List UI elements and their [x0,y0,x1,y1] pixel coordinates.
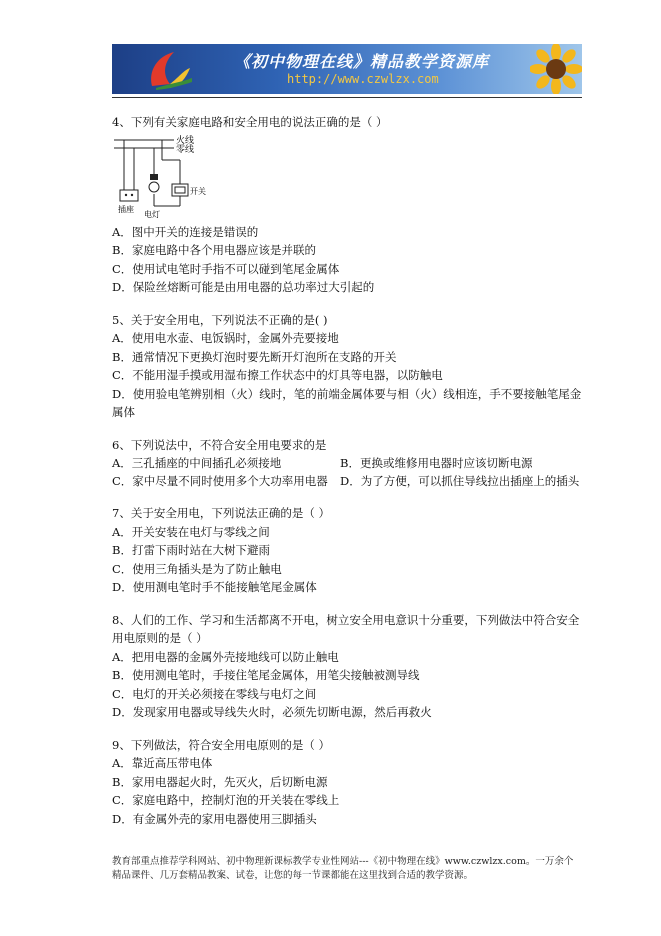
sunflower-icon [530,44,582,94]
question-stem: 4、下列有关家庭电路和安全用电的说法正确的是（ ） [112,115,388,129]
option-c: C．家庭电路中，控制灯泡的开关装在零线上 [112,793,340,807]
option-d: D．有金属外壳的家用电器使用三脚插头 [112,811,317,826]
circuit-diagram [114,134,224,218]
question-stem: 8、人们的工作、学习和生活都离不开电，树立安全用电意识十分重要，下列做法中符合安全用电原则的是（ ） [112,612,580,645]
option-c: C．使用试电笔时手指不可以碰到笔尾金属体 [112,261,340,276]
option-c: C．电灯的开关必须接在零线与电灯之间 [112,686,317,701]
socket-label: 插座 [118,204,134,214]
options-grid [112,454,582,490]
option-c: C．使用三角插头是为了防止触电 [112,561,282,576]
question-stem: 9、下列做法，符合安全用电原则的是（ ） [112,737,330,752]
page-footer: 教育部重点推荐学科网站、初中物理新课标教学专业性网站---《初中物理在线》www.czwlzx.com。一万余个精品课件、几万套精品教案、试卷，让您的每一节课都能在这里找到合适的教学资源。 [112,856,574,881]
site-url[interactable]: http://www.czwlzx.com [287,72,439,86]
option-a: A．使用电水壶、电饭锅时，金属外壳要接地 [112,331,339,345]
option-d: D．保险丝熔断可能是由用电器的总功率过大引起的 [112,280,375,294]
option-b: B．更换或维修用电器时应该切断电源 [340,456,533,470]
question-8 [112,611,582,722]
question-stem: 5、关于安全用电，下列说法不正确的是( ) [112,312,328,327]
document-body [112,113,582,842]
option-d: D．为了方便，可以抓住导线拉出插座上的插头 [340,474,580,488]
neutral-wire-label: 零线 [176,144,195,155]
lamp-label: 电灯 [144,209,160,218]
question-5 [112,311,582,422]
option-d: D．发现家用电器或导线失火时，必须先切断电源，然后再救火 [112,705,432,719]
option-d: D．使用测电笔时手不能接触笔尾金属体 [112,580,317,594]
option-a: A．图中开关的连接是错误的 [112,224,259,239]
question-4 [112,113,582,297]
option-b: B．通常情况下更换灯泡时要先断开灯泡所在支路的开关 [112,349,397,364]
header-banner [112,44,582,94]
option-b: B．使用测电笔时，手接住笔尾金属体，用笔尖接触被测导线 [112,668,420,682]
option-a: A．靠近高压带电体 [112,756,213,770]
option-b: B．家用电器起火时，先灭火，后切断电源 [112,774,328,789]
question-6 [112,436,582,491]
option-c: C．不能用湿手摸或用湿布擦工作状态中的灯具等电器，以防触电 [112,368,443,382]
option-a: A．把用电器的金属外壳接地线可以防止触电 [112,649,339,664]
question-9 [112,736,582,829]
header-divider [112,97,582,98]
switch-label: 开关 [190,186,206,196]
question-7 [112,504,582,597]
question-stem: 7、关于安全用电，下列说法正确的是（ ） [112,506,330,520]
option-c: C．家中尽量不同时使用多个大功率用电器 [112,474,328,488]
logo-icon [144,48,194,90]
live-wire-label: 火线 [176,135,195,146]
option-b: B．打雷下雨时站在大树下避雨 [112,543,270,557]
option-a: A．开关安装在电灯与零线之间 [112,524,270,539]
site-title: 《初中物理在线》精品教学资源库 [234,52,490,71]
option-a: A．三孔插座的中间插孔必须接地 [112,456,282,470]
option-d: D．使用验电笔辨别相（火）线时，笔的前端金属体要与相（火）线相连，手不要接触笔尾金属体 [112,386,582,419]
option-b: B．家庭电路中各个用电器应该是并联的 [112,243,316,257]
question-stem: 6、下列说法中，不符合安全用电要求的是 [112,437,327,452]
